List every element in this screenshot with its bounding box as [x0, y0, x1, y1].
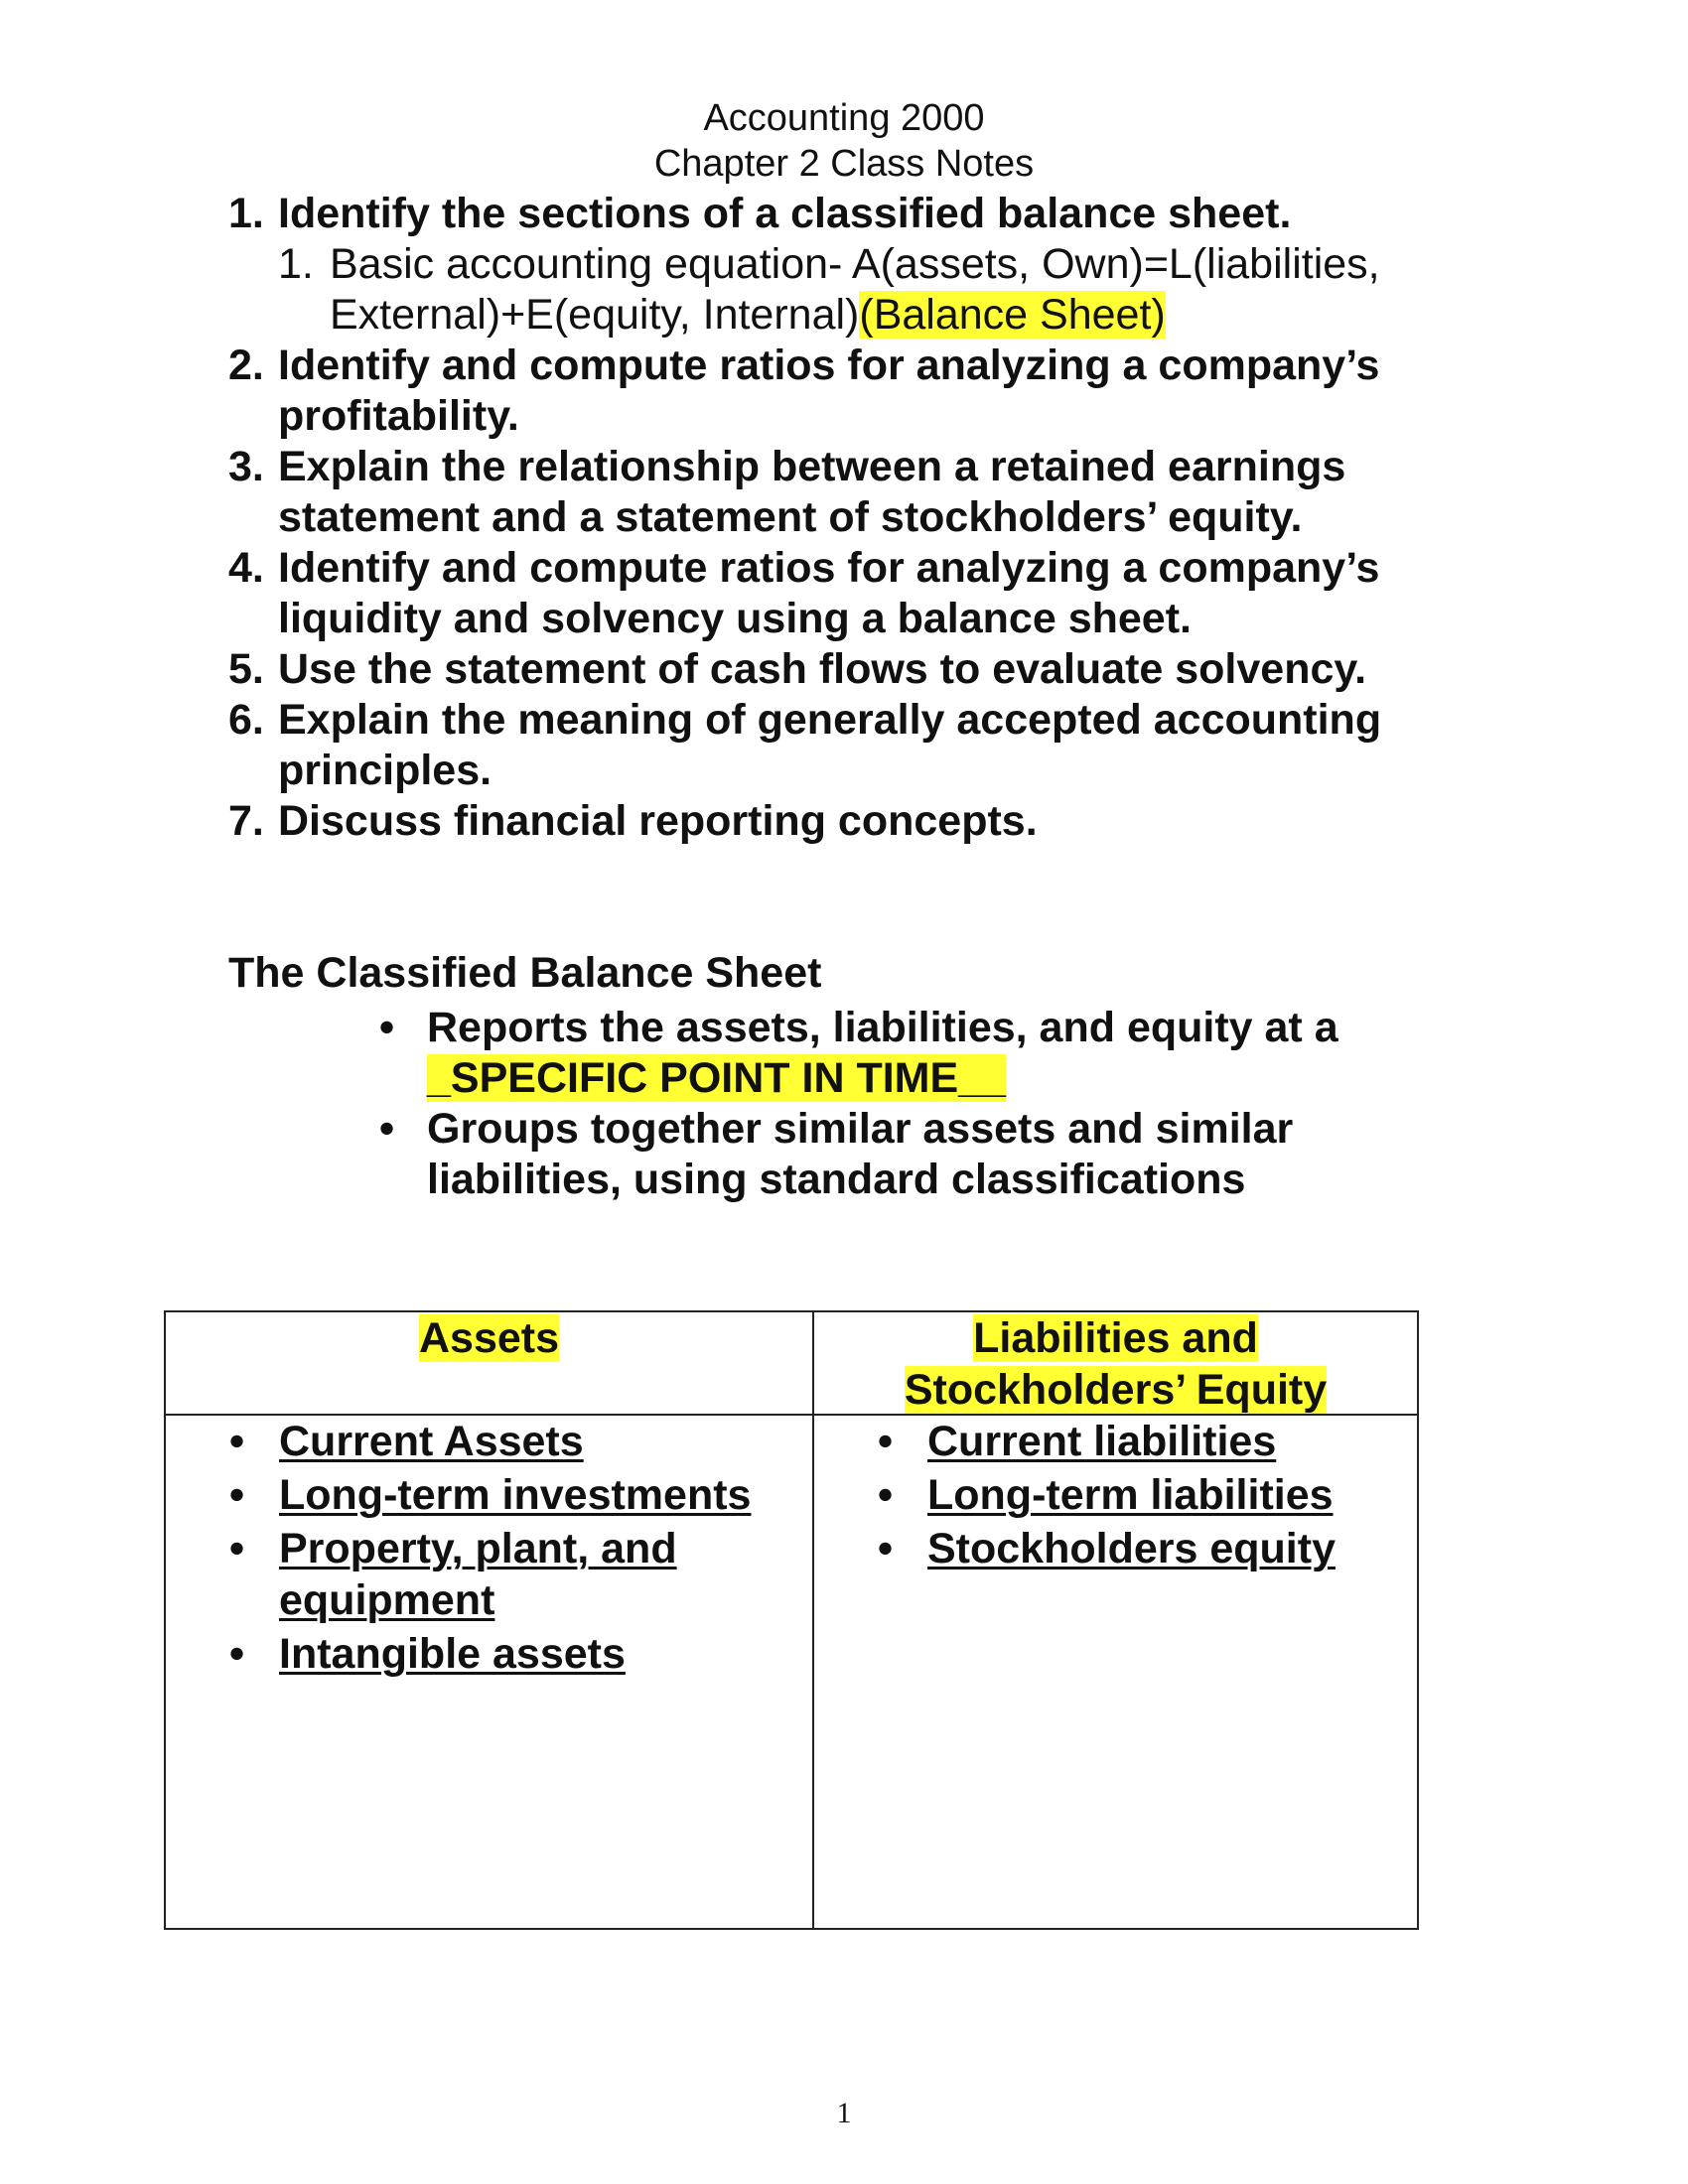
objective-item	[228, 341, 1479, 442]
list-item	[166, 1628, 801, 1680]
liability-item-label: Stockholders equity	[927, 1525, 1336, 1572]
liability-item-label: Current liabilities	[927, 1418, 1277, 1465]
bullet-item	[377, 1003, 1430, 1104]
objective-item	[228, 796, 1479, 847]
sub-item-text: Basic accounting equation- A(assets, Own)=L(liabilities, External)+E(equity, Internal)	[330, 240, 1380, 339]
objective-sub-item	[179, 239, 1479, 341]
objective-text: Identify and compute ratios for analyzing a company’s profitability.	[278, 341, 1380, 440]
document-header	[0, 95, 1688, 187]
objective-number: 2.	[228, 341, 264, 389]
asset-item-label: Intangible assets	[279, 1630, 626, 1678]
objective-number: 1.	[228, 190, 264, 237]
objective-text: Discuss financial reporting concepts.	[278, 797, 1038, 845]
liabilities-header-line2: Stockholders’ Equity	[904, 1366, 1328, 1414]
list-item	[166, 1469, 801, 1521]
liabilities-header-line1: Liabilities and	[973, 1314, 1258, 1362]
document-title: Accounting 2000	[703, 97, 985, 139]
liabilities-list	[814, 1416, 1410, 1576]
bullet-item	[377, 1104, 1430, 1205]
list-item	[814, 1416, 1410, 1467]
objective-text: Identify the sections of a classified balance sheet.	[278, 190, 1292, 237]
objective-number: 3.	[228, 443, 264, 490]
objective-number: 7.	[228, 797, 264, 845]
objective-text: Explain the meaning of generally accepted accounting principles.	[278, 696, 1382, 794]
list-item	[166, 1523, 801, 1626]
objective-text: Use the statement of cash flows to evaluate solvency.	[278, 645, 1367, 693]
objective-item	[228, 695, 1479, 796]
objective-text: Explain the relationship between a retained earnings statement and a statement of stockholders’ equity.	[278, 443, 1346, 541]
bullet-highlight: _SPECIFIC POINT IN TIME__	[427, 1054, 1006, 1102]
objective-text: Identify and compute ratios for analyzing a company’s liquidity and solvency using a balance sheet.	[278, 544, 1380, 642]
section-heading: The Classified Balance Sheet	[228, 949, 822, 997]
section-bullet-list	[377, 1003, 1430, 1205]
document-subtitle: Chapter 2 Class Notes	[653, 143, 1035, 185]
list-item	[814, 1469, 1410, 1521]
assets-column-header	[166, 1312, 812, 1364]
list-item	[814, 1523, 1410, 1574]
asset-item-label: Current Assets	[279, 1418, 584, 1465]
objective-item	[228, 189, 1479, 239]
liability-item-label: Long-term liabilities	[927, 1471, 1334, 1519]
bullet-text: Groups together similar assets and similar liabilities, using standard classifications	[427, 1105, 1294, 1203]
objective-number: 5.	[228, 645, 264, 693]
bullet-text: Reports the assets, liabilities, and equity at a	[427, 1004, 1338, 1051]
objective-number: 4.	[228, 544, 264, 592]
sub-item-highlight: (Balance Sheet)	[859, 291, 1166, 339]
objective-item	[228, 442, 1479, 543]
page-number: 1	[836, 2097, 852, 2129]
liabilities-column-header	[814, 1312, 1417, 1416]
list-item	[166, 1416, 801, 1467]
assets-list	[166, 1416, 801, 1682]
objective-item	[228, 644, 1479, 695]
objective-item	[228, 543, 1479, 644]
sub-item-number: 1.	[278, 240, 314, 288]
asset-item-label: Long-term investments	[279, 1471, 752, 1519]
assets-header-label: Assets	[418, 1314, 560, 1362]
objective-number: 6.	[228, 696, 264, 744]
balance-sheet-table	[164, 1310, 1419, 1930]
learning-objectives-list	[228, 189, 1479, 847]
asset-item-label: Property, plant, and equipment	[279, 1525, 677, 1624]
